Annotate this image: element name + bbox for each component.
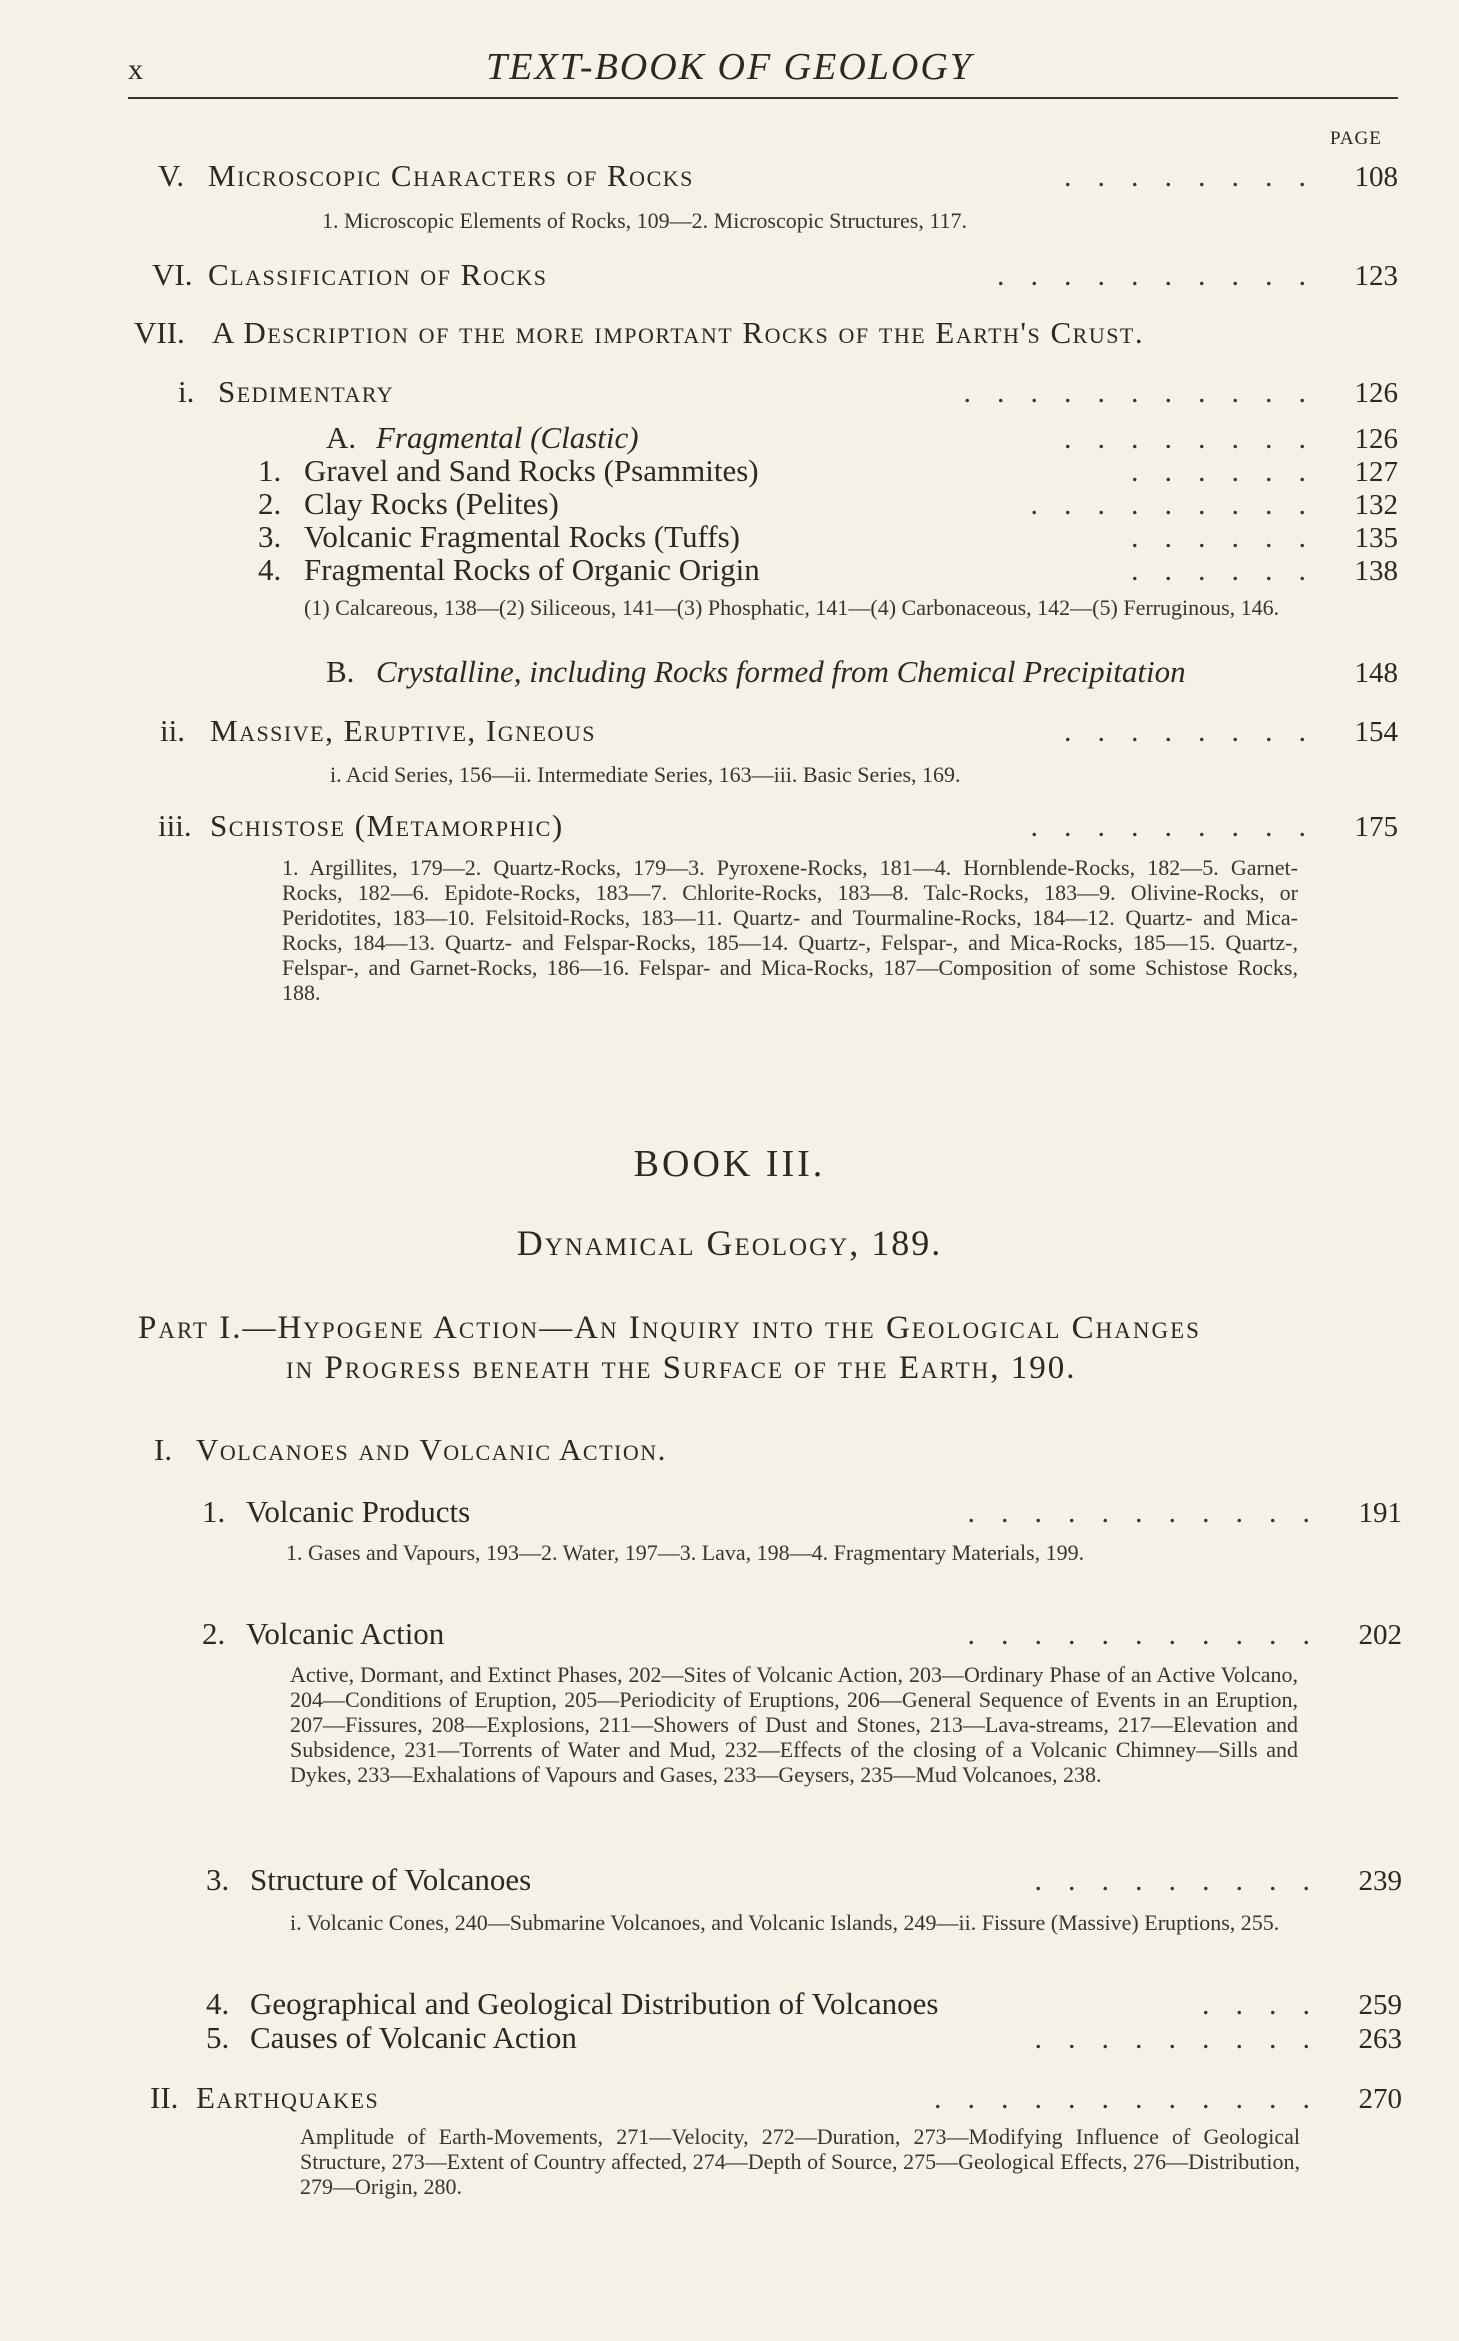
entry-number: 2. [202, 1616, 226, 1651]
entry-title: Volcanic Products [246, 1494, 471, 1529]
entry-title: Causes of Volcanic Action [250, 2020, 577, 2055]
leader-dots: ........ [1064, 715, 1332, 748]
entry-number: I. [154, 1432, 173, 1467]
part-heading-line2: in Progress beneath the Surface of the Earth, 190. [286, 1350, 1077, 1386]
entry-title: Volcanoes and Volcanic Action. [196, 1432, 667, 1467]
entry-page: 239 [1358, 1865, 1402, 1897]
entry-page: 108 [1354, 161, 1398, 193]
entry-page: 148 [1354, 657, 1398, 689]
entry-title: Massive, Eruptive, Igneous [210, 713, 596, 748]
toc-entry-schistose[interactable] [158, 808, 1398, 848]
leader-dots: ...... [1131, 521, 1332, 554]
entry-description: 1. Argillites, 179—2. Quartz-Rocks, 179—3. Pyroxene-Rocks, 181—4. Hornblende-Rocks, 182—5. Garnet-Rocks, 182—6. Epidote-Rocks, 183—7. Chlorite-Rocks, 183—8. Talc-Rocks, 183—9. Olivine-Rocks, or Peridotites, 183—10. Felsitoid-Rocks, 183—11. Quartz- and Tourmaline-Rocks, 184—12. Quartz- and Mica-Rocks, 184—13. Quartz- and Felspar-Rocks, 185—14. Quartz-, Felspar-, and Mica-Rocks, 185—15. Quartz-, Felspar-, and Garnet-Rocks, 186—16. Felspar- and Mica-Rocks, 187—Composition of some Schistose Rocks, 188. [282, 855, 1298, 1005]
entry-number: VI. [152, 257, 193, 292]
entry-title: Gravel and Sand Rocks (Psammites) [304, 453, 759, 488]
entry-title: Fragmental Rocks of Organic Origin [304, 552, 760, 587]
entry-number: 1. [258, 453, 282, 488]
toc-entry-v[interactable] [158, 158, 1398, 198]
entry-number: ii. [160, 713, 185, 748]
entry-page: 138 [1354, 555, 1398, 587]
leader-dots: ........... [963, 376, 1332, 409]
entry-description: 1. Gases and Vapours, 193—2. Water, 197—3. Lava, 198—4. Fragmentary Materials, 199. [286, 1540, 1085, 1565]
entry-title: Geographical and Geological Distribution of Volcanoes [250, 1986, 939, 2021]
leader-dots: .... [1202, 1988, 1336, 2021]
entry-page: 132 [1354, 489, 1398, 521]
entry-title: Microscopic Characters of Rocks [208, 158, 694, 193]
entry-description: Active, Dormant, and Extinct Phases, 202—Sites of Volcanic Action, 203—Ordinary Phase of an Active Volcano, 204—Conditions of Eruption, 205—Periodicity of Eruptions, 206—General Sequence of Events in an Eruption, 207—Fissures, 208—Explosions, 211—Showers of Dust and Stones, 213—Lava-streams, 217—Elevation and Subsidence, 231—Torrents of Water and Mud, 232—Effects of the closing of a Volcanic Chimney—Sills and Dykes, 233—Exhalations of Vapours and Gases, 233—Geysers, 235—Mud Volcanoes, 238. [290, 1662, 1298, 1787]
entry-page: 126 [1354, 377, 1398, 409]
toc-item[interactable] [206, 2020, 1402, 2060]
leader-dots: ...... [1131, 455, 1332, 488]
toc-entry-vi[interactable] [152, 257, 1398, 297]
entry-page: 175 [1354, 811, 1398, 843]
leader-dots: ......... [1030, 810, 1332, 843]
entry-number: 4. [258, 552, 282, 587]
entry-description: Amplitude of Earth-Movements, 271—Velocity, 272—Duration, 273—Modifying Influence of Geological Structure, 273—Extent of Country affected, 274—Depth of Source, 275—Geological Effects, 276—Distribution, 279—Origin, 280. [300, 2124, 1300, 2199]
entry-number: 5. [206, 2020, 230, 2055]
entry-page: 154 [1354, 716, 1398, 748]
entry-number: 4. [206, 1986, 230, 2021]
page-column-label: PAGE [1330, 128, 1382, 149]
entry-page: 270 [1358, 2083, 1402, 2115]
entry-page: 127 [1354, 456, 1398, 488]
entry-letter: A. [326, 420, 357, 455]
entry-description: (1) Calcareous, 138—(2) Siliceous, 141—(3) Phosphatic, 141—(4) Carbonaceous, 142—(5) Ferruginous, 146. [304, 595, 1280, 620]
book-title: BOOK III. [633, 1143, 826, 1185]
entry-description: 1. Microscopic Elements of Rocks, 109—2. Microscopic Structures, 117. [322, 208, 968, 233]
entry-description: i. Acid Series, 156—ii. Intermediate Series, 163—iii. Basic Series, 169. [330, 762, 961, 787]
entry-page: 263 [1358, 2023, 1402, 2055]
entry-number: VII. [134, 315, 185, 350]
entry-number: 3. [258, 519, 282, 554]
entry-page: 126 [1354, 423, 1398, 455]
entry-title: Fragmental (Clastic) [376, 420, 639, 455]
entry-page: 259 [1358, 1989, 1402, 2021]
leader-dots: ........ [1064, 160, 1332, 193]
entry-page: 123 [1354, 260, 1398, 292]
entry-title: Structure of Volcanoes [250, 1862, 532, 1897]
entry-title: Volcanic Fragmental Rocks (Tuffs) [304, 519, 740, 554]
leader-dots: ...... [1131, 554, 1332, 587]
entry-number: 1. [202, 1494, 226, 1529]
running-title: TEXT-BOOK OF GEOLOGY [486, 46, 973, 88]
section-volcanoes[interactable] [154, 1432, 1398, 1472]
toc-item[interactable] [202, 1616, 1402, 1656]
entry-page: 191 [1358, 1497, 1402, 1529]
leader-dots: ............ [934, 2082, 1336, 2115]
entry-letter: B. [326, 654, 355, 689]
entry-number: 3. [206, 1862, 230, 1897]
toc-item[interactable] [202, 1494, 1402, 1534]
entry-description: i. Volcanic Cones, 240—Submarine Volcanoes, and Volcanic Islands, 249—ii. Fissure (Massive) Eruptions, 255. [290, 1910, 1280, 1935]
part-heading-line1: Part I.—Hypogene Action—An Inquiry into the Geological Changes [138, 1310, 1201, 1346]
entry-title: Schistose (Metamorphic) [210, 808, 564, 843]
leader-dots: ........... [967, 1618, 1336, 1651]
toc-item[interactable] [206, 1862, 1402, 1902]
section-earthquakes[interactable] [150, 2080, 1402, 2120]
entry-page: 135 [1354, 522, 1398, 554]
toc-entry-sedimentary[interactable] [178, 374, 1398, 414]
entry-title: Volcanic Action [246, 1616, 445, 1651]
entry-number: V. [158, 158, 185, 193]
entry-page: 202 [1358, 1619, 1402, 1651]
leader-dots: ........... [967, 1496, 1336, 1529]
leader-dots: ........ [1064, 422, 1332, 455]
running-head [0, 45, 1459, 95]
entry-title: A Description of the more important Rocks of the Earth's Crust. [212, 315, 1145, 350]
leader-dots: ......... [1030, 488, 1332, 521]
entry-number: i. [178, 374, 195, 409]
toc-entry-massive[interactable] [160, 713, 1398, 753]
entry-title: Sedimentary [218, 374, 395, 409]
toc-entry-crystalline[interactable] [326, 654, 1398, 694]
leader-dots: .......... [997, 259, 1332, 292]
header-rule [128, 97, 1398, 99]
entry-title: Clay Rocks (Pelites) [304, 486, 559, 521]
leader-dots: ......... [1034, 2022, 1336, 2055]
entry-title: Classification of Rocks [208, 257, 548, 292]
entry-title: Earthquakes [196, 2080, 380, 2115]
page-number: x [128, 53, 144, 86]
leader-dots: ......... [1034, 1864, 1336, 1897]
book-subtitle: Dynamical Geology, 189. [516, 1223, 943, 1263]
toc-entry-vii[interactable] [134, 315, 1398, 355]
entry-number: 2. [258, 486, 282, 521]
entry-number: II. [150, 2080, 179, 2115]
toc-item[interactable] [258, 552, 1398, 592]
entry-title: Crystalline, including Rocks formed from Chemical Precipitation [376, 654, 1186, 689]
entry-number: iii. [158, 808, 192, 843]
